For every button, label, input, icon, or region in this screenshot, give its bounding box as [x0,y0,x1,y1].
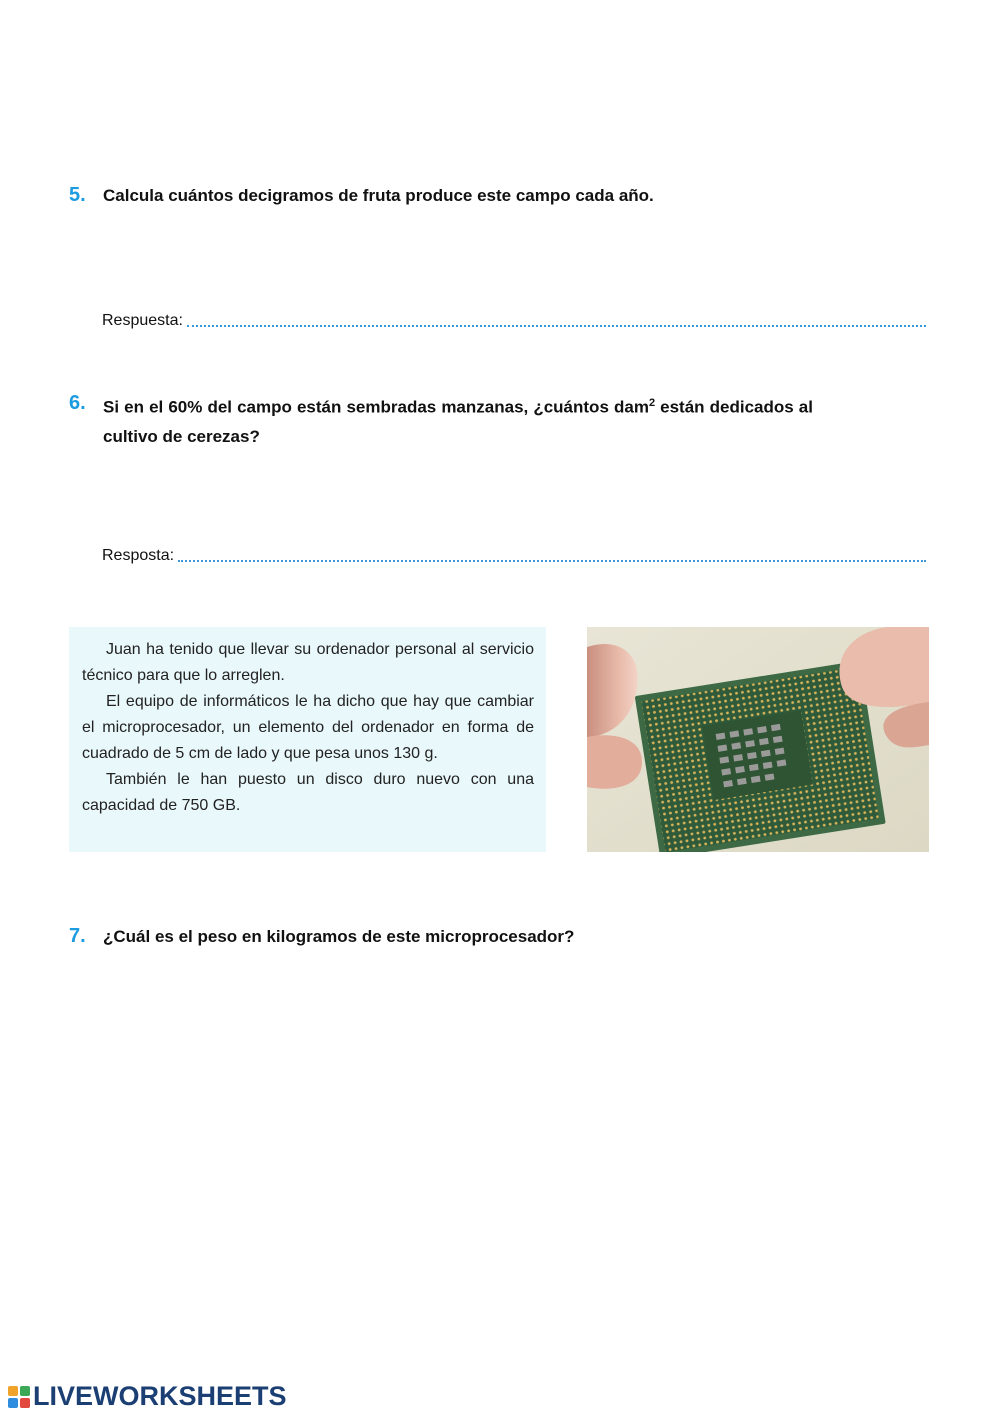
logo-square [20,1398,30,1408]
question-6 [69,389,813,451]
question-text-part: están dedicados al cultivo de cerezas? [103,397,813,446]
info-box [69,627,546,852]
logo-square [20,1386,30,1396]
question-text [103,389,813,451]
logo-square [8,1398,18,1408]
logo-grid-icon [8,1386,30,1408]
question-number: 7. [69,925,86,947]
info-paragraph: También le han puesto un disco duro nuevo con una capacidad de 750 GB. [82,771,534,814]
question-text-part: Si en el 60% del campo están sembradas manzanas, ¿cuántos dam [103,397,649,417]
logo-text: LIVEWORKSHEETS [33,1381,287,1411]
question-7 [69,922,574,951]
question-text: Calcula cuántos decigramos de fruta produce este campo cada año. [103,186,654,205]
microprocessor-icon [587,627,929,852]
question-number: 6. [69,392,86,414]
info-paragraph: El equipo de informáticos le ha dicho que hay que cambiar el microprocesador, un elemento del ordenador en forma de cuadrado de 5 cm de lado y que pesa unos 130 g. [82,693,534,762]
liveworksheets-logo [8,1381,287,1412]
superscript: 2 [648,397,656,409]
microprocessor-photo [587,627,929,852]
answer-blank[interactable] [178,556,926,562]
info-paragraph: Juan ha tenido que llevar su ordenador personal al servicio técnico para que lo arreglen. [82,641,534,684]
answer-line-6[interactable] [102,547,926,565]
question-text: ¿Cuál es el peso en kilogramos de este microprocesador? [103,927,575,946]
logo-square [8,1386,18,1396]
answer-line-5[interactable] [102,312,926,330]
answer-blank[interactable] [187,321,926,327]
question-5 [69,181,654,210]
answer-label: Resposta: [102,547,175,564]
answer-label: Respuesta: [102,312,183,329]
question-number: 5. [69,184,86,206]
